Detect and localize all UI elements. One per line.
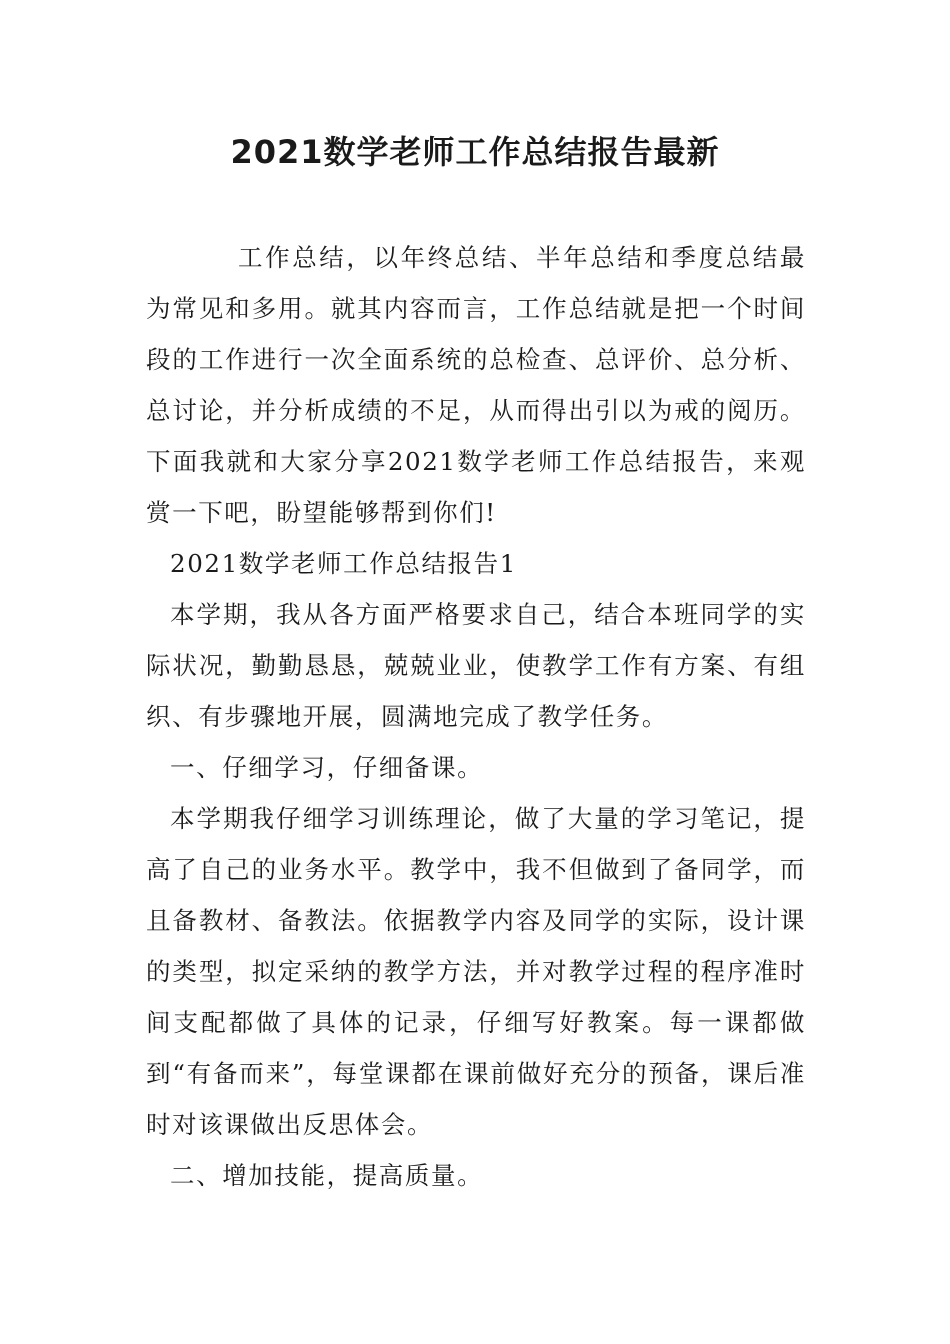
intro-paragraph: 工作总结，以年终总结、半年总结和季度总结最为常见和多用。就其内容而言，工作总结就是把一个时间段的工作进行一次全面系统的总检查、总评价、总分析、总讨论，并分析成绩的不足，从而得出引以为戒的阅历。下面我就和大家分享2021数学老师工作总结报告，来观赏一下吧，盼望能够帮到你们!	[146, 243, 806, 527]
body-paragraph: 本学期我仔细学习训练理论，做了大量的学习笔记，提高了自己的业务水平。教学中，我不但做到了备同学，而且备教材、备教法。依据教学内容及同学的实际，设计课的类型，拟定采纳的教学方法，并对教学过程的程序准时间支配都做了具体的记录，仔细写好教案。每一课都做到“有备而来”，每堂课都在课前做好充分的预备，课后准时对该课做出反思体会。	[146, 804, 806, 1139]
document-body	[146, 232, 806, 1201]
document-title: 2021数学老师工作总结报告最新	[230, 133, 720, 171]
body-paragraph: 本学期，我从各方面严格要求自己，结合本班同学的实际状况，勤勤恳恳，兢兢业业，使教学工作有方案、有组织、有步骤地开展，圆满地完成了教学任务。	[146, 600, 806, 731]
section-heading-report-1: 2021数学老师工作总结报告1	[170, 549, 517, 578]
section-heading-1: 一、仔细学习，仔细备课。	[170, 753, 484, 782]
section-heading-2: 二、增加技能，提高质量。	[170, 1161, 484, 1190]
